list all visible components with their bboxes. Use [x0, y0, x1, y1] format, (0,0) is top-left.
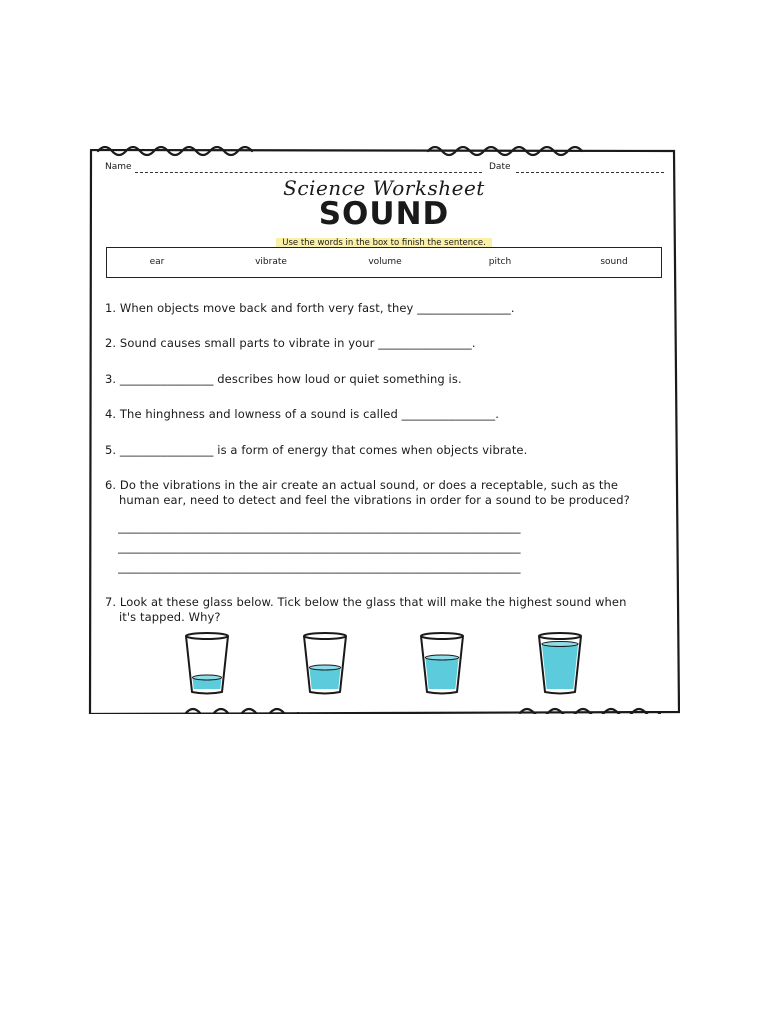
water-surface — [309, 665, 340, 670]
question-5: 5. ________________ is a form of energy that comes when objects vibrate. — [105, 443, 528, 457]
glass-rim — [539, 633, 581, 639]
worksheet — [88, 146, 680, 714]
glass-rim — [421, 633, 463, 639]
glass-icon — [301, 632, 349, 696]
glass-rim — [304, 633, 346, 639]
question-2: 2. Sound causes small parts to vibrate in your ________________. — [105, 336, 476, 350]
question-7-line-1: 7. Look at these glass below. Tick below the glass that will make the highest sound when — [105, 595, 627, 609]
question-6-line-2: human ear, need to detect and feel the vibrations in order for a sound to be produced? — [119, 493, 630, 507]
name-field[interactable] — [135, 172, 482, 173]
glass-rim — [186, 633, 228, 639]
water-fill — [425, 658, 458, 690]
water-fill — [542, 644, 578, 689]
answer-line[interactable]: ______________________________________________________________________ — [118, 520, 521, 534]
question-4: 4. The hinghness and lowness of a sound is called ________________. — [105, 407, 499, 421]
worksheet-subject: Science Worksheet — [283, 176, 485, 200]
water-surface — [542, 642, 578, 647]
water-surface — [425, 655, 458, 660]
date-field[interactable] — [516, 172, 664, 173]
worksheet-title: SOUND — [318, 196, 450, 232]
date-label: Date — [489, 162, 511, 172]
glass-icon — [418, 632, 466, 696]
glass-icon — [183, 632, 231, 696]
question-7-line-2: it's tapped. Why? — [119, 610, 221, 624]
answer-line[interactable]: ______________________________________________________________________ — [118, 540, 521, 554]
question-3: 3. ________________ describes how loud or quiet something is. — [105, 372, 462, 386]
question-1: 1. When objects move back and forth very fast, they ________________. — [105, 301, 515, 315]
word-bank-item: volume — [368, 257, 402, 267]
word-bank-item: ear — [149, 257, 165, 267]
instructions: Use the words in the box to finish the sentence. — [276, 238, 492, 248]
glass-icon — [536, 632, 584, 696]
word-bank-item: vibrate — [255, 257, 287, 267]
answer-line[interactable]: ______________________________________________________________________ — [118, 560, 521, 574]
word-bank — [106, 247, 662, 278]
name-label: Name — [105, 162, 132, 172]
word-bank-item: sound — [600, 257, 628, 267]
word-bank-item: pitch — [488, 257, 512, 267]
water-surface — [192, 675, 221, 680]
question-6-line-1: 6. Do the vibrations in the air create an actual sound, or does a receptable, such as the — [105, 478, 619, 492]
water-fill — [309, 668, 340, 690]
